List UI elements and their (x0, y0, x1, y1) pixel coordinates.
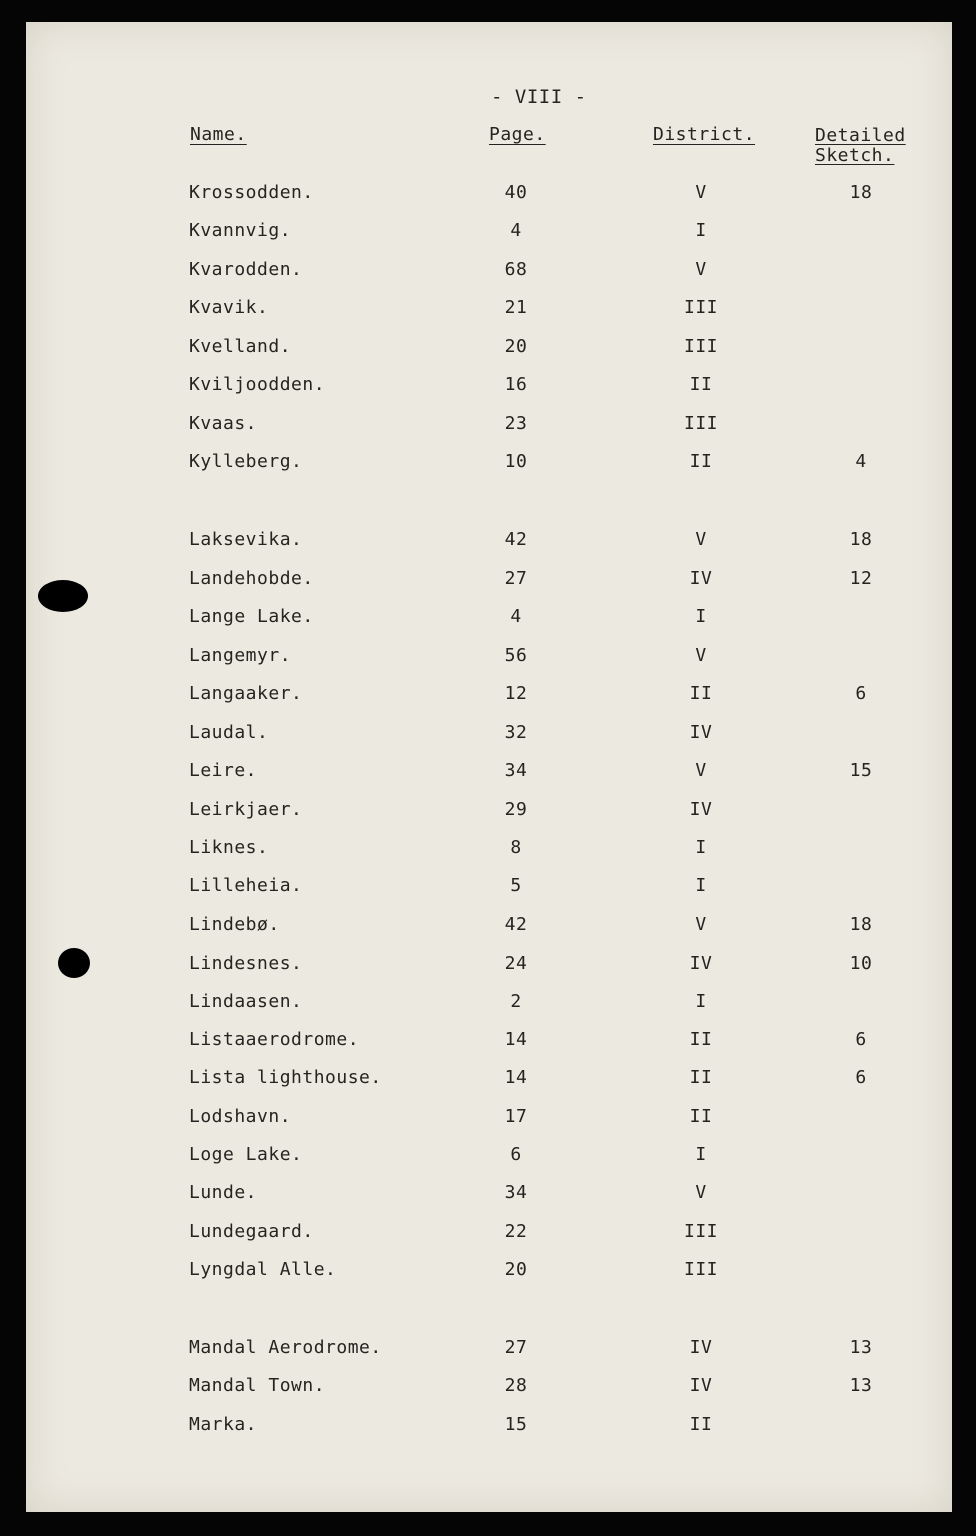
row-sketch: 15 (849, 760, 873, 781)
row-district: I (695, 606, 707, 627)
table-row (26, 1182, 952, 1212)
row-district: II (689, 1106, 713, 1127)
row-district: V (695, 1182, 707, 1203)
row-sketch: 6 (855, 1067, 867, 1088)
row-page: 17 (504, 1106, 528, 1127)
table-row (26, 220, 952, 250)
table-row (26, 645, 952, 675)
row-district: II (689, 1029, 713, 1050)
row-name: Lunde. (189, 1182, 258, 1203)
row-district: IV (689, 1337, 713, 1358)
row-district: I (695, 991, 707, 1012)
row-name: Kvelland. (189, 336, 292, 357)
row-page: 20 (504, 1259, 528, 1280)
row-page: 5 (510, 875, 522, 896)
table-row (26, 683, 952, 713)
row-sketch: 13 (849, 1337, 873, 1358)
row-district: III (683, 336, 718, 357)
row-name: Lindebø. (189, 914, 280, 935)
row-page: 27 (504, 568, 528, 589)
punch-hole (38, 580, 88, 612)
row-name: Mandal Aerodrome. (189, 1337, 382, 1358)
row-page: 42 (504, 914, 528, 935)
row-name: Lange Lake. (189, 606, 314, 627)
row-district: II (689, 451, 713, 472)
row-name: Loge Lake. (189, 1144, 303, 1165)
row-district: V (695, 529, 707, 550)
row-page: 14 (504, 1067, 528, 1088)
row-page: 20 (504, 336, 528, 357)
row-page: 56 (504, 645, 528, 666)
table-row (26, 1337, 952, 1367)
table-row (26, 953, 952, 983)
row-name: Lindaasen. (189, 991, 303, 1012)
row-name: Leirkjaer. (189, 799, 303, 820)
row-name: Kvaas. (189, 413, 258, 434)
row-district: III (683, 1259, 718, 1280)
table-row (26, 374, 952, 404)
row-name: Lilleheia. (189, 875, 303, 896)
row-district: IV (689, 722, 713, 743)
header-sketch-line1: Detailed (815, 125, 906, 146)
row-sketch: 13 (849, 1375, 873, 1396)
table-row (26, 529, 952, 559)
row-page: 8 (510, 837, 522, 858)
row-page: 28 (504, 1375, 528, 1396)
table-row (26, 760, 952, 790)
row-page: 4 (510, 606, 522, 627)
row-name: Kvarodden. (189, 259, 303, 280)
punch-hole (58, 948, 90, 978)
header-detailed-sketch (815, 126, 906, 166)
row-name: Kylleberg. (189, 451, 303, 472)
row-page: 16 (504, 374, 528, 395)
row-page: 34 (504, 1182, 528, 1203)
row-name: Landehobde. (189, 568, 314, 589)
header-sketch-line2: Sketch. (815, 145, 895, 166)
table-row (26, 875, 952, 905)
row-sketch: 6 (855, 683, 867, 704)
row-name: Kvannvig. (189, 220, 292, 241)
row-district: I (695, 1144, 707, 1165)
row-district: V (695, 259, 707, 280)
row-district: II (689, 683, 713, 704)
row-name: Langaaker. (189, 683, 303, 704)
table-row (26, 1029, 952, 1059)
table-row (26, 259, 952, 289)
table-row (26, 451, 952, 481)
row-name: Lyngdal Alle. (189, 1259, 337, 1280)
row-page: 21 (504, 297, 528, 318)
row-name: Lundegaard. (189, 1221, 314, 1242)
table-row (26, 1144, 952, 1174)
row-name: Langemyr. (189, 645, 292, 666)
row-sketch: 10 (849, 953, 873, 974)
row-district: V (695, 645, 707, 666)
row-district: IV (689, 1375, 713, 1396)
row-name: Lindesnes. (189, 953, 303, 974)
table-row (26, 606, 952, 636)
header-page: Page. (489, 124, 546, 145)
header-district: District. (653, 124, 756, 145)
row-sketch: 18 (849, 182, 873, 203)
row-page: 6 (510, 1144, 522, 1165)
row-name: Mandal Town. (189, 1375, 326, 1396)
table-row (26, 991, 952, 1021)
table-row (26, 1259, 952, 1289)
row-page: 29 (504, 799, 528, 820)
row-district: I (695, 875, 707, 896)
row-name: Leire. (189, 760, 258, 781)
row-district: II (689, 374, 713, 395)
row-district: III (683, 297, 718, 318)
row-name: Laksevika. (189, 529, 303, 550)
table-row (26, 413, 952, 443)
row-district: II (689, 1414, 713, 1435)
table-row (26, 182, 952, 212)
row-district: V (695, 760, 707, 781)
row-district: III (683, 413, 718, 434)
table-row (26, 297, 952, 327)
row-page: 23 (504, 413, 528, 434)
row-district: I (695, 220, 707, 241)
row-sketch: 18 (849, 914, 873, 935)
row-name: Kvavik. (189, 297, 269, 318)
row-name: Marka. (189, 1414, 258, 1435)
table-row (26, 1221, 952, 1251)
row-page: 40 (504, 182, 528, 203)
table-row (26, 336, 952, 366)
table-row (26, 1375, 952, 1405)
row-name: Kviljoodden. (189, 374, 326, 395)
table-row (26, 1067, 952, 1097)
row-page: 22 (504, 1221, 528, 1242)
row-page: 2 (510, 991, 522, 1012)
row-name: Listaaerodrome. (189, 1029, 360, 1050)
row-name: Liknes. (189, 837, 269, 858)
row-page: 42 (504, 529, 528, 550)
header-name: Name. (190, 124, 247, 145)
row-page: 4 (510, 220, 522, 241)
row-sketch: 4 (855, 451, 867, 472)
row-name: Lista lighthouse. (189, 1067, 382, 1088)
row-district: V (695, 914, 707, 935)
row-page: 68 (504, 259, 528, 280)
row-page: 10 (504, 451, 528, 472)
row-page: 12 (504, 683, 528, 704)
row-district: IV (689, 799, 713, 820)
row-district: V (695, 182, 707, 203)
row-name: Krossodden. (189, 182, 314, 203)
row-district: III (683, 1221, 718, 1242)
row-district: IV (689, 953, 713, 974)
row-page: 32 (504, 722, 528, 743)
row-page: 15 (504, 1414, 528, 1435)
table-row (26, 1414, 952, 1444)
row-district: I (695, 837, 707, 858)
table-row (26, 1106, 952, 1136)
row-district: IV (689, 568, 713, 589)
row-page: 34 (504, 760, 528, 781)
table-row (26, 799, 952, 829)
row-district: II (689, 1067, 713, 1088)
row-sketch: 18 (849, 529, 873, 550)
table-row (26, 722, 952, 752)
row-name: Laudal. (189, 722, 269, 743)
table-row (26, 914, 952, 944)
row-page: 24 (504, 953, 528, 974)
row-sketch: 6 (855, 1029, 867, 1050)
row-page: 27 (504, 1337, 528, 1358)
row-sketch: 12 (849, 568, 873, 589)
table-row (26, 837, 952, 867)
row-page: 14 (504, 1029, 528, 1050)
page-title: - VIII - (491, 86, 587, 108)
table-row (26, 568, 952, 598)
document-page (26, 22, 952, 1512)
row-name: Lodshavn. (189, 1106, 292, 1127)
